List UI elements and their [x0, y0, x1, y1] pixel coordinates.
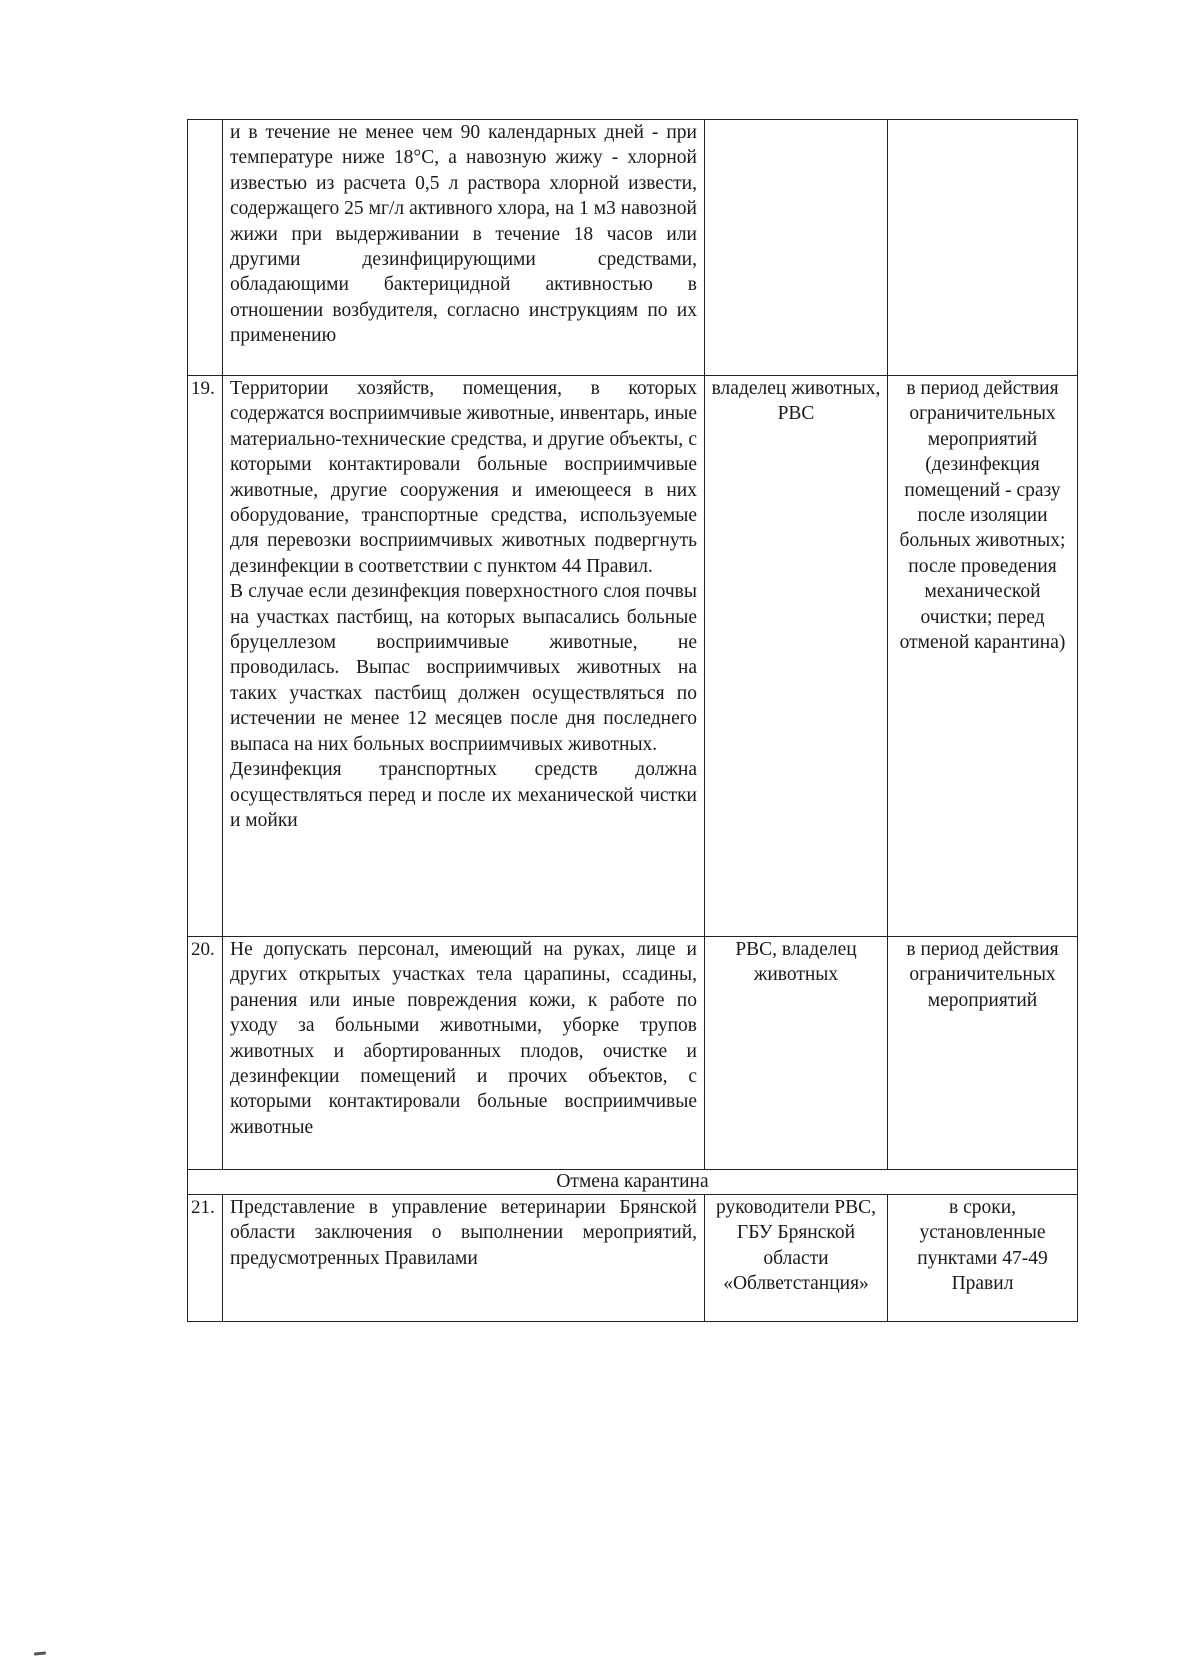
measure-paragraph: и в течение не менее чем 90 календарных дней - при температуре ниже 18°С, а навозную жижу - хлорной известью из расчета 0,5 л раствора хлорной извести, содержащего 25 мг/л активного хлора, на 1 м3 навозной жижи при выдерживании в течение 18 часов или другими дезинфицирующими средствами, обладающими бактерицидной активностью в отношении возбудителя, согласно инструкциям по их применению	[230, 122, 697, 347]
responsible-cell	[705, 120, 888, 376]
term-cell: в период действия ограничительных мероприятий	[888, 937, 1078, 1170]
measure-paragraph: Дезинфекция транспортных средств должна осуществляться перед и после их механической чистки и мойки	[230, 759, 697, 831]
term-cell: в сроки, установленные пунктами 47-49 Правил	[888, 1195, 1078, 1322]
row-number: 20.	[188, 937, 223, 1170]
section-header-row	[188, 1170, 1078, 1195]
measure-cell	[223, 376, 705, 937]
measure-cell	[223, 120, 705, 376]
row-number	[188, 120, 223, 376]
term-cell: в период действия ограничительных мероприятий (дезинфекция помещений - сразу после изоляции больных животных; после проведения механической очистки; перед отменой карантина)	[888, 376, 1078, 937]
section-title: Отмена карантина	[188, 1170, 1078, 1195]
measures-table	[187, 119, 1078, 1322]
row-number: 19.	[188, 376, 223, 937]
measure-paragraph: Территории хозяйств, помещения, в которых содержатся восприимчивые животные, инвентарь, иные материально-технические средства, и другие объекты, с которыми контактировали больные восприимчивые животные, другие сооружения и имеющееся в них оборудование, транспортные средства, используемые для перевозки восприимчивых животных подвергнуть дезинфекции в соответствии с пунктом 44 Правил.	[230, 378, 697, 577]
responsible-cell: руководители РВС, ГБУ Брянской области «Облветстанция»	[705, 1195, 888, 1322]
measure-cell	[223, 1195, 705, 1322]
responsible-cell: РВС, владелец животных	[705, 937, 888, 1170]
measure-paragraph: Не допускать персонал, имеющий на руках, лице и других открытых участках тела царапины, ссадины, ранения или иные повреждения кожи, к работе по уходу за больными животными, уборке трупов животных и абортированных плодов, очистке и дезинфекции помещений и прочих объектов, с которыми контактировали больные восприимчивые животные	[230, 939, 697, 1138]
table-row	[188, 1195, 1078, 1322]
scan-artifact	[34, 1651, 46, 1655]
measure-paragraph: Представление в управление ветеринарии Брянской области заключения о выполнении мероприятий, предусмотренных Правилами	[230, 1197, 697, 1269]
table-row	[188, 120, 1078, 376]
responsible-cell: владелец животных, РВС	[705, 376, 888, 937]
table-row	[188, 937, 1078, 1170]
term-cell	[888, 120, 1078, 376]
row-number: 21.	[188, 1195, 223, 1322]
table-row	[188, 376, 1078, 937]
measure-cell	[223, 937, 705, 1170]
measure-paragraph: В случае если дезинфекция поверхностного слоя почвы на участках пастбищ, на которых выпасались больные бруцеллезом восприимчивые животные, не проводилась. Выпас восприимчивых животных на таких участках пастбищ должен осуществляться по истечении не менее 12 месяцев после дня последнего выпаса на них больных восприимчивых животных.	[230, 581, 697, 755]
